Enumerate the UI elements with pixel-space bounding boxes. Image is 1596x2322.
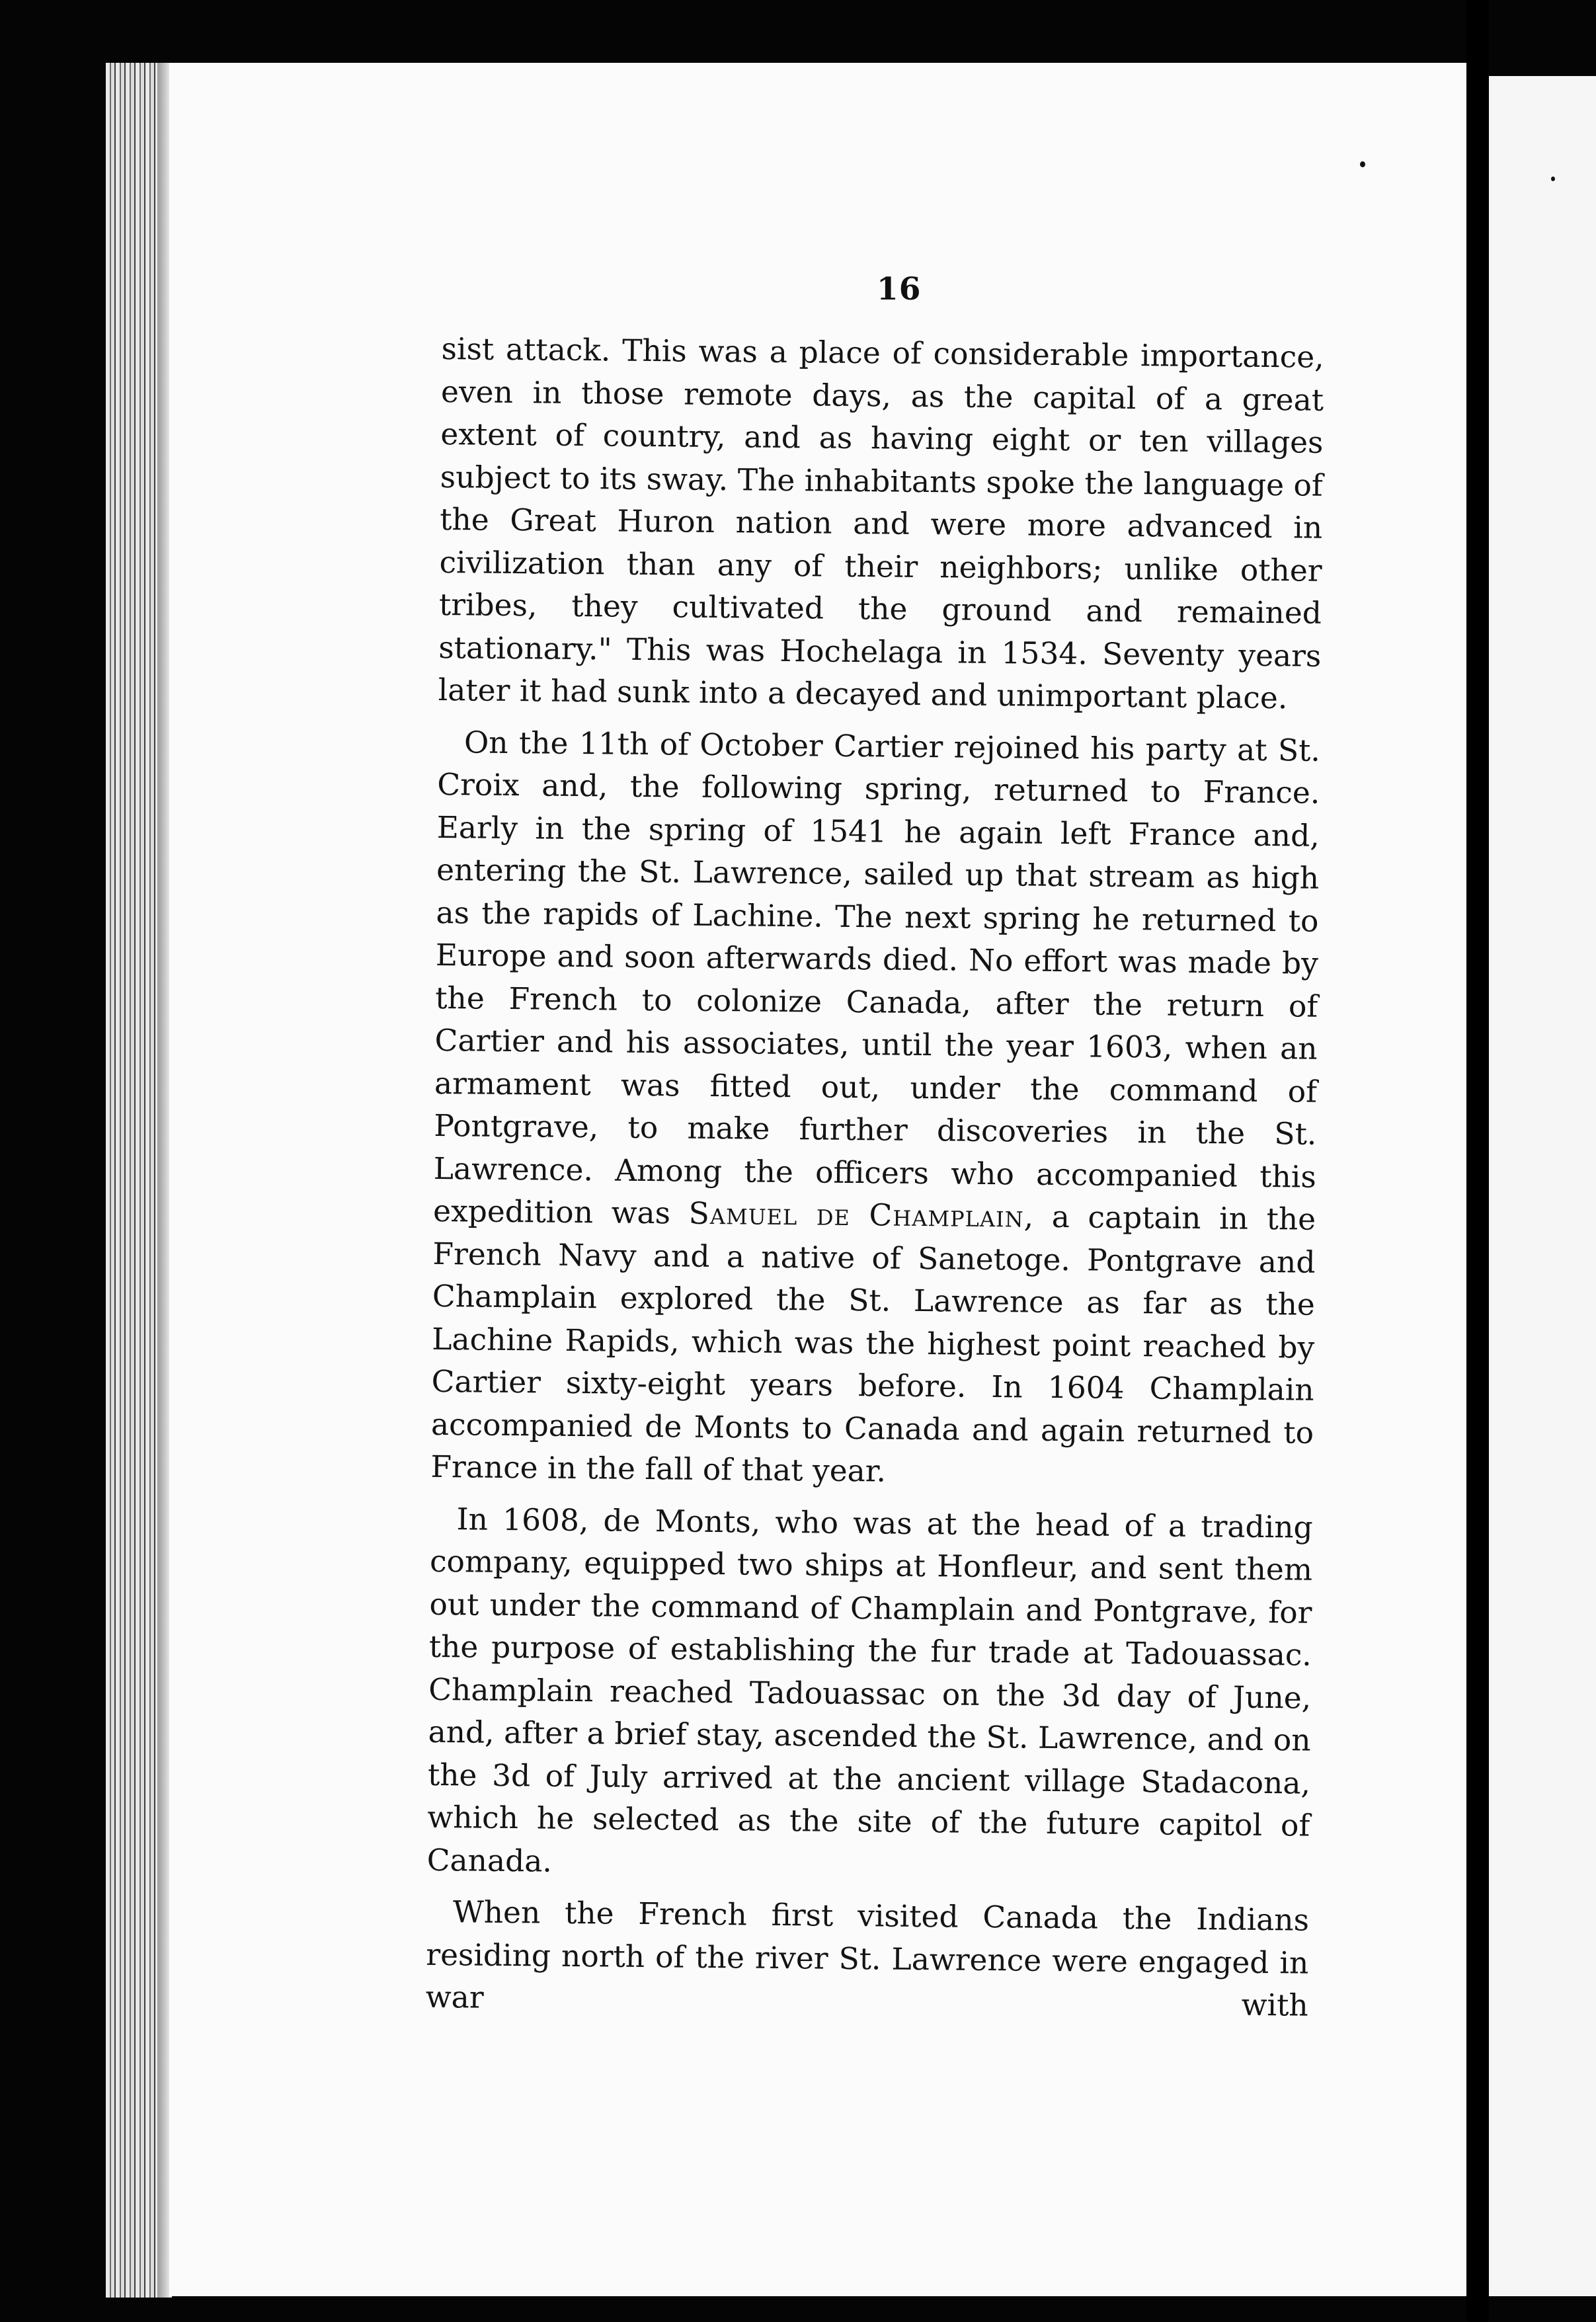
book-spine — [1466, 0, 1489, 2322]
person-name-small-caps: Samuel de Champlain — [688, 1195, 1024, 1234]
ink-speck — [1360, 161, 1365, 167]
paragraph-text: On the 11th of October Cartier rejoined his party at St. Croix and, the following spring, returned to France. Early in the spring of 1541 he again left France and, entering the St. Lawrence, sailed up that stream as high as the rapids of Lachine. The next spring he returned to Europe and soon afterwards died. No effort was made by the French to colonize Canada, after the return of Cartier and his associates, until the year 1603, when an armament was fitted out, under the command of Pontgrave, to make further discoveries in the St. Lawrence. Among the officers who accompanied this expedition was — [432, 724, 1321, 1231]
paragraph: In 1608, de Monts, who was at the head of a trading company, equipped two ships at Honfleur, and sent them out under the command of Champlain and Pontgrave, for the purpose of establishing the fur trade at Tadouassac. Champlain reached Tadouassac on the 3d day of June, and, after a brief stay, ascended the St. Lawrence, and on the 3d of July arrived at the ancient village Stadacona, which he selected as the site of the future capitol of Canada. — [426, 1501, 1313, 1879]
paragraph — [430, 721, 1320, 1497]
facing-page-sliver — [1489, 76, 1596, 2296]
body-text — [425, 328, 1324, 2027]
paragraph-text: , a captain in the French Navy and a native of Sanetoge. Pontgrave and Champlain explored the St. Lawrence as far as the Lachine Rapids, which was the highest point reached by Cartier sixty-eight years before. In 1604 Champlain accompanied de Monts to Canada and again returned to France in the fall of that year. — [430, 1199, 1316, 1489]
paragraph: When the French first visited Canada the Indians residing north of the river St. Lawrence were engaged in war with — [425, 1894, 1310, 2023]
page-number: 16 — [877, 271, 922, 307]
ink-speck — [1551, 177, 1555, 181]
paragraph: sist attack. This was a place of considerable importance, even in those remote days, as the capital of a great extent of country, and as having eight or ten villages subject to its sway. The inhabitants spoke the language of the Great Huron nation and were more advanced in civilization than any of their neighbors; unlike other tribes, they cultivated the ground and remained stationary." This was Hochelaga in 1534. Seventy years later it had sunk into a decayed and unimportant place. — [438, 331, 1324, 716]
